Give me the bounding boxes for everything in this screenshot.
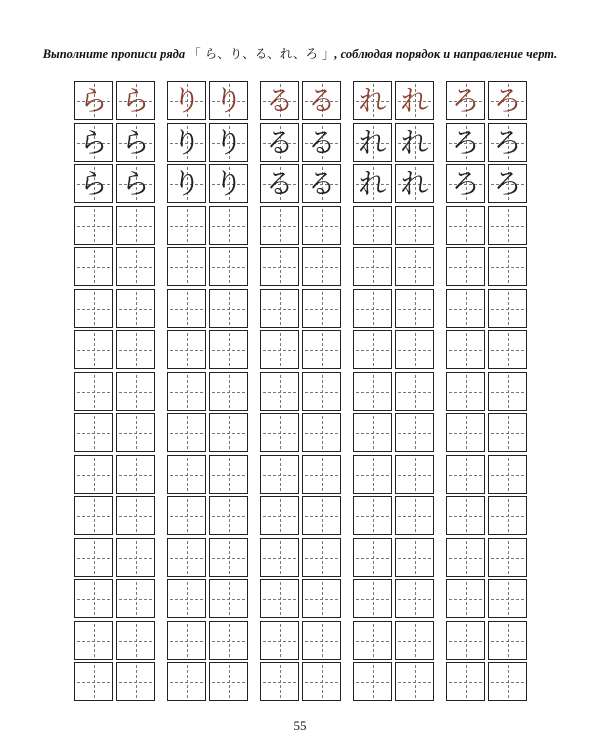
model-character: ろ: [451, 83, 480, 117]
trace-character: れ: [358, 125, 387, 159]
practice-cell: [488, 330, 527, 369]
trace-character: ら: [121, 166, 150, 200]
practice-cell: [74, 247, 113, 286]
practice-cell: [74, 123, 113, 162]
practice-cell: [260, 164, 299, 203]
practice-cell: [395, 206, 434, 245]
practice-cell: [302, 496, 341, 535]
practice-cell: [446, 579, 485, 618]
practice-cell: [395, 164, 434, 203]
practice-cell: [488, 289, 527, 328]
practice-cell: [260, 662, 299, 701]
practice-cell: [302, 206, 341, 245]
practice-cell: [116, 455, 155, 494]
practice-cell: [302, 413, 341, 452]
practice-cell: [116, 206, 155, 245]
practice-cell: [167, 206, 206, 245]
practice-cell: [116, 123, 155, 162]
practice-cell: [260, 206, 299, 245]
practice-cell: [167, 621, 206, 660]
trace-character: る: [307, 125, 336, 159]
practice-cell: [302, 164, 341, 203]
model-character: れ: [358, 83, 387, 117]
practice-cell: [209, 662, 248, 701]
practice-cell: [302, 621, 341, 660]
practice-cell: [209, 81, 248, 120]
practice-cell: [116, 579, 155, 618]
practice-cell: [395, 289, 434, 328]
practice-cell: [74, 372, 113, 411]
trace-character: れ: [400, 125, 429, 159]
trace-character: れ: [358, 166, 387, 200]
practice-cell: [302, 247, 341, 286]
practice-cell: [488, 579, 527, 618]
trace-character: ら: [121, 125, 150, 159]
practice-cell: [260, 496, 299, 535]
trace-character: る: [307, 166, 336, 200]
practice-cell: [167, 496, 206, 535]
practice-cell: [395, 621, 434, 660]
trace-character: ら: [79, 166, 108, 200]
model-character: ら: [121, 83, 150, 117]
model-character: る: [307, 83, 336, 117]
practice-cell: [260, 247, 299, 286]
practice-cell: [395, 455, 434, 494]
practice-cell: [353, 123, 392, 162]
model-character: り: [214, 83, 243, 117]
practice-cell: [260, 455, 299, 494]
practice-cell: [353, 247, 392, 286]
practice-cell: [302, 538, 341, 577]
practice-cell: [167, 579, 206, 618]
practice-cell: [209, 496, 248, 535]
practice-cell: [74, 662, 113, 701]
trace-character: ら: [79, 125, 108, 159]
practice-cell: [209, 455, 248, 494]
practice-cell: [167, 330, 206, 369]
practice-cell: [167, 164, 206, 203]
practice-cell: [488, 496, 527, 535]
practice-cell: [395, 123, 434, 162]
practice-cell: [167, 662, 206, 701]
practice-cell: [116, 372, 155, 411]
practice-cell: [446, 538, 485, 577]
model-character: ろ: [493, 83, 522, 117]
practice-cell: [260, 81, 299, 120]
exercise-instruction: [0, 44, 600, 62]
practice-cell: [446, 81, 485, 120]
practice-cell: [209, 538, 248, 577]
practice-cell: [302, 579, 341, 618]
practice-cell: [488, 621, 527, 660]
practice-cell: [353, 372, 392, 411]
practice-cell: [74, 579, 113, 618]
practice-cell: [353, 413, 392, 452]
practice-cell: [260, 413, 299, 452]
practice-cell: [488, 247, 527, 286]
practice-cell: [260, 579, 299, 618]
practice-cell: [395, 579, 434, 618]
practice-cell: [260, 289, 299, 328]
model-character: ら: [79, 83, 108, 117]
practice-cell: [353, 206, 392, 245]
trace-character: る: [265, 166, 294, 200]
practice-cell: [353, 81, 392, 120]
practice-cell: [74, 621, 113, 660]
practice-cell: [302, 662, 341, 701]
trace-character: り: [214, 166, 243, 200]
practice-cell: [302, 81, 341, 120]
practice-cell: [209, 413, 248, 452]
practice-cell: [302, 455, 341, 494]
practice-cell: [209, 372, 248, 411]
practice-cell: [488, 455, 527, 494]
trace-character: る: [265, 125, 294, 159]
practice-cell: [260, 538, 299, 577]
practice-cell: [395, 81, 434, 120]
practice-cell: [446, 496, 485, 535]
practice-cell: [446, 247, 485, 286]
instruction-prefix: Выполните прописи ряда: [42, 47, 186, 61]
practice-cell: [302, 330, 341, 369]
model-character: れ: [400, 83, 429, 117]
practice-cell: [446, 289, 485, 328]
practice-cell: [74, 164, 113, 203]
trace-character: り: [172, 166, 201, 200]
practice-cell: [302, 123, 341, 162]
practice-cell: [116, 621, 155, 660]
trace-character: り: [172, 125, 201, 159]
trace-character: ろ: [451, 166, 480, 200]
practice-cell: [116, 164, 155, 203]
practice-cell: [446, 662, 485, 701]
practice-cell: [446, 372, 485, 411]
practice-cell: [74, 206, 113, 245]
practice-cell: [116, 496, 155, 535]
practice-cell: [488, 164, 527, 203]
practice-cell: [167, 247, 206, 286]
practice-cell: [167, 81, 206, 120]
practice-cell: [488, 538, 527, 577]
practice-cell: [446, 455, 485, 494]
practice-cell: [488, 372, 527, 411]
trace-character: り: [214, 125, 243, 159]
practice-cell: [74, 538, 113, 577]
trace-character: ろ: [451, 125, 480, 159]
practice-cell: [74, 496, 113, 535]
practice-cell: [116, 247, 155, 286]
practice-cell: [395, 247, 434, 286]
practice-cell: [116, 662, 155, 701]
practice-cell: [260, 123, 299, 162]
practice-cell: [167, 123, 206, 162]
practice-cell: [167, 455, 206, 494]
practice-cell: [488, 81, 527, 120]
practice-cell: [167, 372, 206, 411]
practice-cell: [488, 662, 527, 701]
instruction-kana-row: 「 ら、り、る、れ、ろ 」: [188, 46, 335, 61]
practice-cell: [353, 662, 392, 701]
practice-cell: [353, 330, 392, 369]
practice-cell: [167, 289, 206, 328]
practice-cell: [260, 372, 299, 411]
trace-character: れ: [400, 166, 429, 200]
practice-cell: [167, 413, 206, 452]
instruction-suffix: , соблюдая порядок и направление черт.: [334, 47, 558, 61]
page-number: 55: [293, 718, 307, 733]
model-character: る: [265, 83, 294, 117]
practice-cell: [209, 123, 248, 162]
practice-cell: [116, 538, 155, 577]
model-character: り: [172, 83, 201, 117]
practice-cell: [395, 413, 434, 452]
practice-cell: [488, 413, 527, 452]
practice-cell: [446, 123, 485, 162]
trace-character: ろ: [493, 166, 522, 200]
practice-cell: [116, 289, 155, 328]
practice-cell: [74, 413, 113, 452]
practice-cell: [209, 247, 248, 286]
practice-cell: [209, 621, 248, 660]
practice-cell: [209, 164, 248, 203]
trace-character: ろ: [493, 125, 522, 159]
practice-cell: [353, 455, 392, 494]
practice-cell: [395, 496, 434, 535]
practice-cell: [353, 164, 392, 203]
practice-cell: [488, 206, 527, 245]
practice-cell: [209, 289, 248, 328]
practice-cell: [260, 621, 299, 660]
practice-cell: [74, 81, 113, 120]
practice-cell: [209, 206, 248, 245]
practice-cell: [167, 538, 206, 577]
practice-cell: [446, 621, 485, 660]
practice-cell: [395, 538, 434, 577]
practice-cell: [74, 289, 113, 328]
practice-cell: [302, 372, 341, 411]
practice-cell: [395, 372, 434, 411]
practice-cell: [353, 496, 392, 535]
practice-cell: [353, 289, 392, 328]
practice-cell: [446, 206, 485, 245]
practice-cell: [209, 330, 248, 369]
practice-cell: [395, 330, 434, 369]
practice-cell: [116, 330, 155, 369]
practice-cell: [74, 330, 113, 369]
practice-cell: [74, 455, 113, 494]
practice-cell: [260, 330, 299, 369]
practice-cell: [446, 164, 485, 203]
practice-cell: [353, 621, 392, 660]
practice-cell: [446, 413, 485, 452]
practice-cell: [353, 579, 392, 618]
practice-cell: [395, 662, 434, 701]
practice-cell: [446, 330, 485, 369]
practice-cell: [302, 289, 341, 328]
practice-cell: [116, 413, 155, 452]
practice-cell: [353, 538, 392, 577]
practice-cell: [116, 81, 155, 120]
practice-cell: [209, 579, 248, 618]
practice-cell: [488, 123, 527, 162]
